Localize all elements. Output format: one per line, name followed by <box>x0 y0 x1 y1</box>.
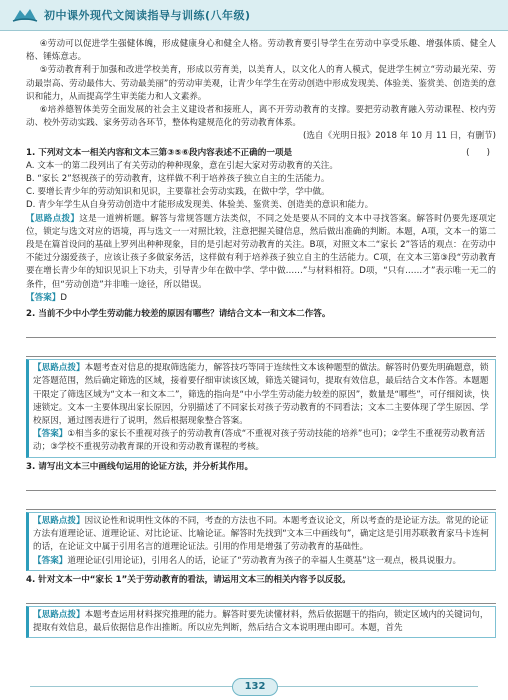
tip-text: 因议论性和说明性文体的不同，考查的方法也不同。本题考查议论文，所以考查的是论证方法。常见的论证方法有道理论证、道理论证、对比论证、比喻论证。解答时先找到“文本三中画线句”，确定这是引用苏联教育家马卡连柯的话，在论证文中属于引用名言的道理论证法。引用的作用是增强了劳动教育的基础性。 <box>33 515 489 553</box>
question-2-explanation-box <box>26 359 496 457</box>
tip-label: 【思路点拨】 <box>26 213 80 224</box>
answer-text: 道理论证(引用论证)，引用名人的话，论证了“劳动教育为孩子的幸福人生奠基”这一观点，极具说服力。 <box>67 555 462 566</box>
answer-text: ①相当多的家长不重视对孩子的劳动教育(答成“不重视对孩子劳动技能的培养”也可)；②学生不重视劳动教育活动；③学校不重视劳动教育课的开设和劳动教育课程的考核。 <box>33 429 486 453</box>
page-footer <box>0 676 508 700</box>
question-3-explanation-box <box>26 512 496 571</box>
tip-text: 本题考查运用材料探究推理的能力。解答时要先读懂材料，然后依据题干的指向，锁定区域内的关键词句，提取有效信息，最后依据信息作出推断。所以应先判断，然后结合文本说明理由即可。本题，首先 <box>33 609 489 634</box>
question-3 <box>26 461 496 474</box>
question-4-stem: 4. 针对文本一中“家长 1”关于劳动教育的看法，请运用文本三的相关内容予以反驳。 <box>26 574 351 585</box>
question-2 <box>26 308 496 321</box>
answer-label: 【答案】 <box>33 429 68 440</box>
source-citation: (选自《光明日报》2018 年 10 月 11 日，有删节) <box>302 131 496 142</box>
option-d: D. 青少年学生从自身劳动创造中才能形成发现美、体验美、鉴赏美、创造美的意识和能力。 <box>26 200 374 211</box>
question-1-stem: 1. 下列对文本一相关内容和文本三第③⑤⑥段内容表述不正确的一项是 <box>26 147 293 158</box>
question-4-explanation-box <box>26 606 496 638</box>
passage-paragraph-5: ⑤劳动教育利于加强和改进学校美育，形成以劳育美，以美育人，以文化人的育人模式，促进学生树立“劳动最光荣、劳动最崇高、劳动最伟大、劳动最美丽”的劳动审美观，让青少年学生在劳动创造中形成发现美、体验美、鉴赏美、创造美的意识和能力，从而提高学生审美能力和人文素养。 <box>26 65 496 102</box>
answer-blank-line[interactable] <box>26 587 496 604</box>
question-1 <box>26 147 496 160</box>
page-content <box>26 38 496 640</box>
tip-label: 【思路点拨】 <box>33 609 85 620</box>
option-a: A. 文本一的第二段列出了有关劳动的种种现象，意在引起大家对劳动教育的关注。 <box>26 160 338 171</box>
passage-paragraph-4: ④劳动可以促进学生强健体魄，形成健康身心和健全人格。劳动教育要引导学生在劳动中享受乐趣、增强体质、健全人格、锤炼意志。 <box>26 39 496 63</box>
question-1-tip <box>26 213 496 292</box>
answer-label: 【答案】 <box>33 555 68 566</box>
answer-blank-line[interactable] <box>26 340 496 357</box>
tip-label: 【思路点拨】 <box>33 515 85 526</box>
tip-label: 【思路点拨】 <box>33 363 85 374</box>
answer-text: D <box>60 292 68 303</box>
page-title: 初中课外现代文阅读指导与训练(八年级) <box>44 9 251 22</box>
question-4-tip <box>33 609 491 635</box>
question-2-stem: 2. 当前不少中小学生劳动能力较差的原因有哪些？请结合文本一和文本二作答。 <box>26 309 331 320</box>
question-3-tip <box>33 515 491 555</box>
tip-text: 本题考查对信息的提取筛选能力，解答技巧等同于连续性文本该种题型的做法。解答时仍要先明确题意，锁定答题范围，然后确定筛选的区域，接着要仔细审读该区域，筛选关键词句，提取有效信息，最后结合文本作答。本题题干限定了筛选区域为“文本一和文本二”，筛选的指向是“中小学生劳动能力较差的原因”，数量是“哪些”，可仔细阅读，快速锁定。文本一主要体现出家长原因，分别描述了不同家长对孩子劳动教育的不同看法；文本二主要体现了学生原因、学校原因，通过图表进行了说明，然后根据现象整合答案。 <box>33 363 490 427</box>
option-c: C. 要增长青少年的劳动知识和见识，主要靠社会劳动实践，在做中学，学中做。 <box>26 187 330 198</box>
answer-blank-line[interactable] <box>26 493 496 510</box>
question-2-tip <box>33 362 491 428</box>
answer-blank-line[interactable] <box>26 321 496 338</box>
question-4 <box>26 574 496 587</box>
question-1-answer <box>26 292 496 305</box>
question-3-answer <box>33 555 491 568</box>
option-b: B. “家长 2”怒视孩子的劳动教育，这样做不利于培养孩子独立自主的生活能力。 <box>26 174 330 185</box>
book-logo-icon <box>12 6 38 24</box>
tip-text: 这是一道辨析题。解答与常规答题方法类似，不同之处是要从不同的文本中寻找答案。解答时仍要先逐项定位，锁定与选文对应的语境，再与选文一一对照比较，注意把握关键信息，然后做出准确的判断。本题，A项，文本一的第二段是在篇首设问的基础上罗列出种种现象，目的是引起对劳动教育的关注。B项，对照文本二“家长 2”答话的观点：在劳动中不能过分溺爱孩子，应该让孩子多做家务活，这样做有利于培养孩子独立自主的生活能力。C项，在文本三第③段“劳动教育要在增长青少年的知识见识上下功夫，引导青少年在做中学、学中做……”与材料相符。D项，“只有……才”表示唯一无二的条件，但“劳动创造”并非唯一途径，所以错误。 <box>26 213 496 290</box>
answer-label: 【答案】 <box>26 292 61 303</box>
page-number: 132 <box>232 678 278 696</box>
passage-paragraph-6: ⑥培养德智体美劳全面发展的社会主义建设者和接班人，离不开劳动教育的支撑。要把劳动教育融入劳动课程、校内劳动、校外劳动实践、家务劳动各环节，整体构建规范化的劳动教育体系。 <box>26 105 496 129</box>
page-header <box>0 0 508 31</box>
question-1-answer-paren: ( ) <box>466 147 490 158</box>
answer-blank-line[interactable] <box>26 474 496 491</box>
question-3-stem: 3. 请写出文本三中画线句运用的论证方法，并分析其作用。 <box>26 461 254 472</box>
question-2-answer <box>33 428 491 454</box>
